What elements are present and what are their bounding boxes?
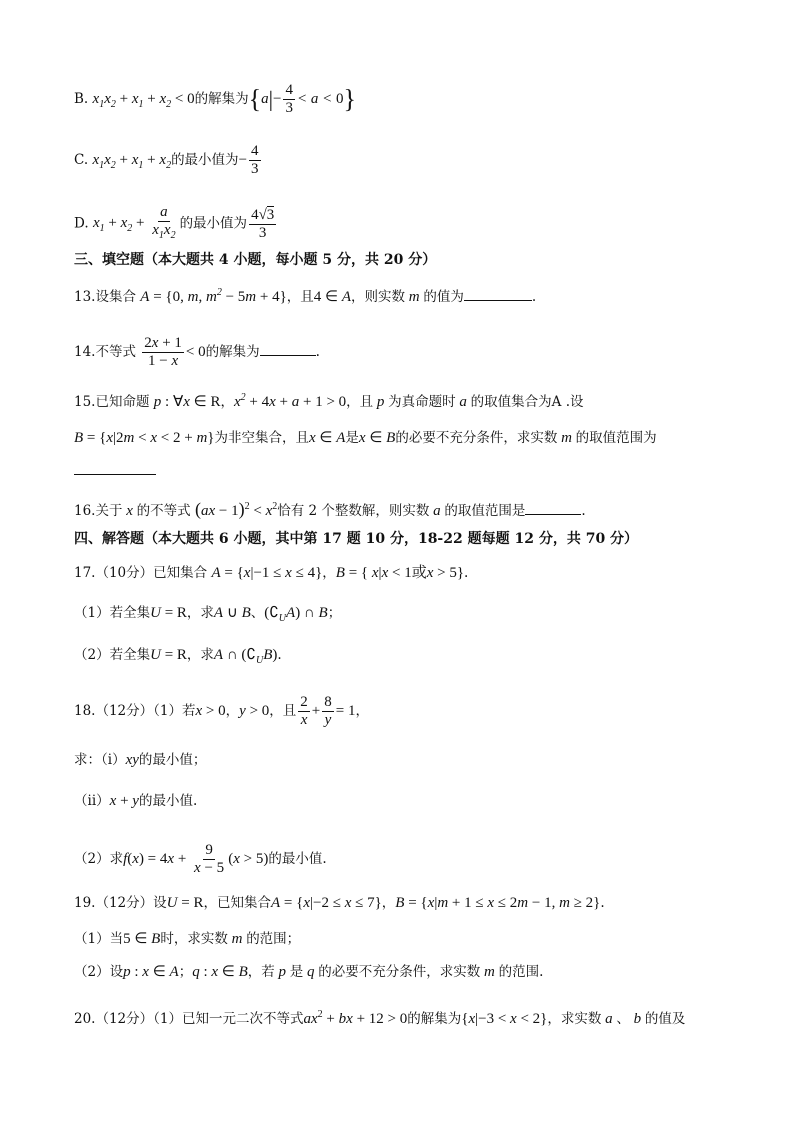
formula: $x^2 + 4x + a + 1 > 0$ [233,392,347,410]
formula: U = R [150,605,187,621]
formula: B = { x|x < 1或x > 5} [335,565,465,581]
formula: x + y [109,793,139,809]
question-18-sub-2: （ii）x + y的最小值. [74,793,198,809]
answer-blank[interactable] [525,500,581,515]
question-13: 13.设集合 A = {0, m, $m^2 - 5m + 4$}，且4 ∈ A，则实数 m 的值为 . [74,287,537,305]
question-16: 16.关于 x 的不等式 $(ax - 1)^2 < x^2$恰有 2 个整数解，则实数 a 的取值范围是 . [74,499,586,519]
question-17: 17.（10分）已知集合 A = {x|−1 ≤ x ≤ 4}，B = { x|x < 1或x > 5}. [74,565,469,581]
formula: $x_1x_2 + x_1 + x_2$ [92,151,172,171]
formula: 4 ∈ A [313,289,352,305]
formula: $(∁_UA)$ ∩ B [264,605,328,624]
option-c: C. $x_1x_2 + x_1 + x_2$的最小值为− $\frac{4}{3}$ [74,143,263,178]
formula: $(ax - 1)^2 < x^2$ [194,499,278,519]
question-20: 20.（12分）（1）已知一元二次不等式$ax^2$ + bx + 12 > 0的解集为{x|−3 < x < 2}，求实数 a 、 b 的值及 [74,1009,686,1027]
formula: − $\frac{4}{3}$ [238,143,259,177]
option-d: D. $x_1 + x_2$ + $\frac{a}{x_1x_2}$ 的最小值为 $\frac{4√3}{3}$ [74,204,278,244]
question-15-cont: B = {x|2m < x < 2 + m}为非空集合，且x ∈ A是x ∈ B的必要不充分条件，求实数 m 的取值范围为 [74,430,657,446]
formula: q : x ∈ B [192,964,248,980]
question-19: 19.（12分）设U = R，已知集合A = {x|−2 ≤ x ≤ 7}，B = {x|m + 1 ≤ x ≤ 2m − 1, m ≥ 2}. [74,895,605,911]
formula: {a|− $\frac{4}{3}$ < a < 0} [248,82,356,116]
formula: A ∩ $(∁_UB)$ [213,647,278,666]
formula: f(x) = 4x + $\frac{9}{x - 5}$ (x > 5) [123,842,269,876]
answer-blank[interactable] [260,341,316,356]
question-15: 15.已知命题 p : ∀x ∈ R，$x^2 + 4x + a + 1 > 0$，且 p 为真命题时 a 的取值集合为A .设 [74,392,584,410]
formula: $x_1 + x_2$ + $\frac{a}{x_1x_2}$ [92,204,176,241]
question-17-part-1: （1）若全集U = R，求A ∪ B、$(∁_UA)$ ∩ B； [74,605,342,624]
formula: $ax^2$ + bx + 12 > 0 [303,1009,408,1027]
formula: y > 0 [239,702,270,719]
question-19-part-1: （1）当5 ∈ B时，求实数 m 的范围； [74,931,301,947]
formula: $x_1x_2 + x_1 + x_2 < 0$ [92,90,195,110]
question-18-sub-1: 求：（i）xy的最小值； [74,752,207,768]
formula: {x|−3 < x < 2} [461,1011,548,1027]
formula: p : ∀x ∈ R [153,394,221,410]
formula: p : x ∈ A [123,964,179,980]
answer-blank[interactable] [464,286,532,301]
formula: A ∪ B [213,605,251,621]
formula: xy [125,752,139,768]
formula: U = R [150,647,187,663]
formula: $\frac{2}{x}$ + $\frac{8}{y}$ = 1 [300,694,356,728]
formula: $\frac{4√3}{3}$ [251,206,275,241]
formula: A = {x|−2 ≤ x ≤ 7} [270,895,382,911]
question-18-part-2: （2）求f(x) = 4x + $\frac{9}{x - 5}$ (x > 5)的最小值. [74,842,327,876]
formula: $\frac{2x + 1}{1 - x}$ < 0 [144,335,206,369]
option-b: B. $x_1x_2 + x_1 + x_2 < 0$的解集为{a|− $\frac{4}{3}$ < a < 0} [74,82,356,116]
formula: x ∈ A [308,430,346,446]
question-14: 14.不等式 $\frac{2x + 1}{1 - x}$ < 0的解集为 . [74,335,320,369]
section-3-heading: 三、填空题（本大题共 4 小题，每小题 5 分，共 20 分） [74,252,437,268]
formula: A = {x|−1 ≤ x ≤ 4} [211,565,323,581]
formula: x > 0 [195,702,226,719]
section-4-heading: 四、解答题（本大题共 6 小题，其中第 17 题 10 分，18-22 题每题 12 分，共 70 分） [74,531,639,547]
question-19-part-2: （2）设p : x ∈ A；q : x ∈ B，若 p 是 q 的必要不充分条件，求实数 m 的范围. [74,964,544,980]
formula: B = {x|2m < x < 2 + m} [74,430,215,446]
formula: 5 ∈ B [123,931,161,947]
question-15-blank [74,460,156,481]
formula: U = R [166,895,204,911]
answer-blank[interactable] [74,460,156,475]
question-17-part-2: （2）若全集U = R，求A ∩ $(∁_UB)$. [74,647,282,666]
formula: A = {0, m, $m^2 - 5m + 4$} [140,287,287,305]
formula: B = {x|m + 1 ≤ x ≤ 2m − 1, m ≥ 2} [395,895,601,911]
formula: x ∈ B [358,430,396,446]
question-18: 18.（12分）（1）若x > 0，y > 0，且 $\frac{2}{x}$ + $\frac{8}{y}$ = 1， [74,694,369,728]
